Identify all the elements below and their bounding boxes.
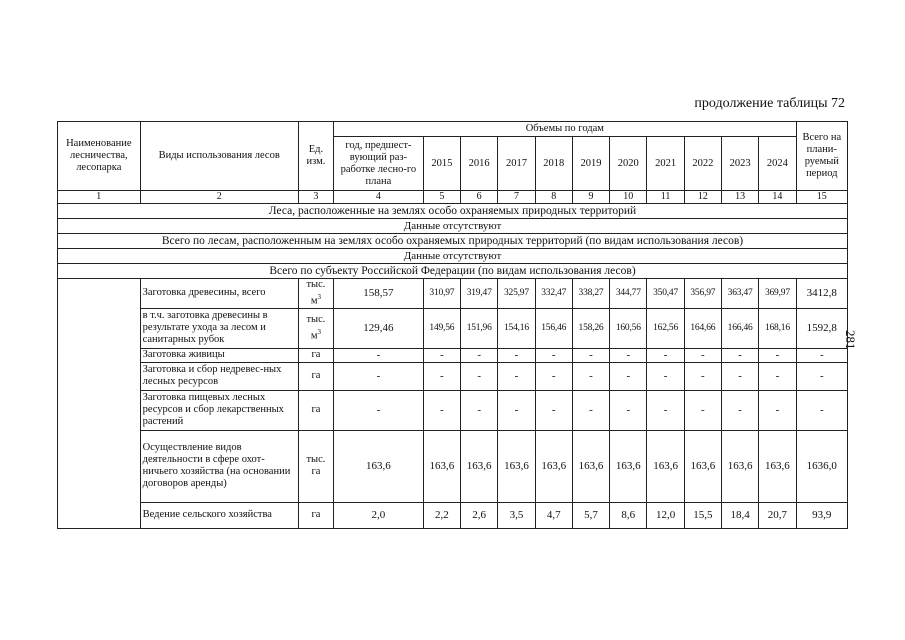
prev-year-value: -: [334, 390, 424, 430]
year-value: 356,97: [684, 279, 721, 309]
column-number: 7: [498, 191, 535, 204]
unit-cell: [298, 502, 333, 528]
year-value: -: [721, 348, 758, 362]
year-value: -: [684, 390, 721, 430]
year-value: -: [721, 362, 758, 390]
year-value: -: [759, 362, 796, 390]
use-type-cell: Заготовка и сбор недревес-ных лесных ресурсов: [140, 362, 298, 390]
year-value: 2,2: [423, 502, 460, 528]
table-row: [58, 348, 848, 362]
year-value: -: [647, 362, 684, 390]
column-number: 2: [140, 191, 298, 204]
unit-cell: [298, 390, 333, 430]
use-type-cell: Осуществление видов деятельности в сфере охот-ничьего хозяйства (на основании договоров аренды): [140, 430, 298, 502]
section-subject-total: Всего по субъекту Российской Федерации (по видам использования лесов): [58, 264, 848, 279]
prev-year-value: 129,46: [334, 308, 424, 348]
unit-text: тыс. м: [306, 279, 326, 307]
year-value: 160,56: [610, 308, 647, 348]
year-value: -: [498, 362, 535, 390]
page-number: 281: [843, 330, 858, 350]
year-value: 166,46: [721, 308, 758, 348]
year-value: -: [535, 390, 572, 430]
table-row: [58, 362, 848, 390]
year-value: 319,47: [461, 279, 498, 309]
unit-superscript: 3: [317, 327, 321, 336]
column-number: 14: [759, 191, 796, 204]
header-year: 2023: [721, 137, 758, 191]
unit-cell: [298, 279, 333, 309]
year-value: 3,5: [498, 502, 535, 528]
year-value: 8,6: [610, 502, 647, 528]
use-type-cell: Заготовка пищевых лесных ресурсов и сбор лекарственных растений: [140, 390, 298, 430]
year-value: -: [610, 390, 647, 430]
year-value: 344,77: [610, 279, 647, 309]
unit-cell: [298, 308, 333, 348]
year-value: -: [498, 348, 535, 362]
year-value: 156,46: [535, 308, 572, 348]
unit-text: га: [311, 404, 321, 415]
total-value: 1636,0: [796, 430, 847, 502]
year-value: -: [759, 348, 796, 362]
year-value: -: [610, 362, 647, 390]
year-value: -: [461, 348, 498, 362]
year-value: -: [423, 390, 460, 430]
year-value: 163,6: [721, 430, 758, 502]
year-value: 332,47: [535, 279, 572, 309]
header-forestry: Наименование лесничества, лесопарка: [58, 122, 141, 191]
year-value: 325,97: [498, 279, 535, 309]
year-value: -: [647, 390, 684, 430]
year-value: 149,56: [423, 308, 460, 348]
table-row: [58, 430, 848, 502]
header-year: 2022: [684, 137, 721, 191]
unit-text: тыс. га: [306, 454, 326, 477]
unit-text: га: [311, 370, 321, 381]
table-row: [58, 390, 848, 430]
year-value: -: [684, 348, 721, 362]
prev-year-value: 163,6: [334, 430, 424, 502]
year-value: 350,47: [647, 279, 684, 309]
header-use-types: Виды использования лесов: [140, 122, 298, 191]
total-value: 93,9: [796, 502, 847, 528]
year-value: 2,6: [461, 502, 498, 528]
year-value: -: [684, 362, 721, 390]
unit-cell: [298, 430, 333, 502]
year-value: -: [461, 362, 498, 390]
column-number: 10: [610, 191, 647, 204]
year-value: 369,97: [759, 279, 796, 309]
prev-year-value: -: [334, 362, 424, 390]
year-value: 363,47: [721, 279, 758, 309]
year-value: 168,16: [759, 308, 796, 348]
header-year: 2021: [647, 137, 684, 191]
unit-text: тыс. м: [306, 313, 326, 342]
use-type-cell: Ведение сельского хозяйства: [140, 502, 298, 528]
year-value: 154,16: [498, 308, 535, 348]
year-value: 4,7: [535, 502, 572, 528]
total-value: 1592,8: [796, 308, 847, 348]
column-number: 4: [334, 191, 424, 204]
year-value: -: [647, 348, 684, 362]
year-value: -: [610, 348, 647, 362]
no-data-label: Данные отсутствуют: [58, 219, 848, 234]
year-value: -: [535, 362, 572, 390]
unit-text: га: [311, 349, 321, 360]
header-unit: Ед. изм.: [298, 122, 333, 191]
total-value: -: [796, 390, 847, 430]
header-year: 2016: [461, 137, 498, 191]
header-year: 2017: [498, 137, 535, 191]
use-type-cell: в т.ч. заготовка древесины в результате ухода за лесом и санитарных рубок: [140, 308, 298, 348]
header-year: 2020: [610, 137, 647, 191]
header-year: 2018: [535, 137, 572, 191]
unit-cell: [298, 362, 333, 390]
header-prev-year: год, предшест-вующий раз-работке лесно-го плана: [334, 137, 424, 191]
column-number: 5: [423, 191, 460, 204]
use-type-cell: Заготовка древесины, всего: [140, 279, 298, 309]
year-value: 310,97: [423, 279, 460, 309]
year-value: 163,6: [610, 430, 647, 502]
year-value: 15,5: [684, 502, 721, 528]
year-value: -: [572, 348, 609, 362]
year-value: -: [572, 390, 609, 430]
forestry-cell: [58, 279, 141, 529]
section-protected-title: Леса, расположенные на землях особо охраняемых природных территорий: [58, 204, 848, 219]
unit-superscript: 3: [317, 293, 321, 301]
year-value: 151,96: [461, 308, 498, 348]
year-value: 163,6: [423, 430, 460, 502]
year-value: -: [572, 362, 609, 390]
prev-year-value: 158,57: [334, 279, 424, 309]
year-value: -: [535, 348, 572, 362]
no-data-label: Данные отсутствуют: [58, 249, 848, 264]
unit-cell: [298, 348, 333, 362]
table-caption: продолжение таблицы 72: [694, 96, 845, 111]
unit-text: га: [311, 509, 321, 520]
column-number: 11: [647, 191, 684, 204]
column-number: 13: [721, 191, 758, 204]
table-row: [58, 279, 848, 309]
table-row: [58, 502, 848, 528]
column-number: 6: [461, 191, 498, 204]
prev-year-value: -: [334, 348, 424, 362]
header-year: 2019: [572, 137, 609, 191]
prev-year-value: 2,0: [334, 502, 424, 528]
header-volumes-by-year: Объемы по годам: [334, 122, 797, 137]
year-value: 20,7: [759, 502, 796, 528]
column-number: 8: [535, 191, 572, 204]
year-value: 163,6: [498, 430, 535, 502]
year-value: -: [423, 362, 460, 390]
year-value: 164,66: [684, 308, 721, 348]
table-row: [58, 308, 848, 348]
header-year: 2024: [759, 137, 796, 191]
header-total: Всего на плани-руемый период: [796, 122, 847, 191]
year-value: 5,7: [572, 502, 609, 528]
year-value: -: [759, 390, 796, 430]
column-number: 9: [572, 191, 609, 204]
total-value: -: [796, 362, 847, 390]
year-value: -: [423, 348, 460, 362]
year-value: 338,27: [572, 279, 609, 309]
year-value: -: [461, 390, 498, 430]
forest-use-table: [57, 121, 848, 529]
year-value: -: [721, 390, 758, 430]
year-value: 163,6: [759, 430, 796, 502]
year-value: 163,6: [684, 430, 721, 502]
year-value: 162,56: [647, 308, 684, 348]
year-value: 158,26: [572, 308, 609, 348]
year-value: 163,6: [647, 430, 684, 502]
column-number: 3: [298, 191, 333, 204]
column-number: 12: [684, 191, 721, 204]
header-year: 2015: [423, 137, 460, 191]
year-value: 18,4: [721, 502, 758, 528]
use-type-cell: Заготовка живицы: [140, 348, 298, 362]
total-value: 3412,8: [796, 279, 847, 309]
total-value: -: [796, 348, 847, 362]
column-number: 15: [796, 191, 847, 204]
year-value: 163,6: [572, 430, 609, 502]
year-value: -: [498, 390, 535, 430]
column-number: 1: [58, 191, 141, 204]
year-value: 163,6: [461, 430, 498, 502]
section-protected-total: Всего по лесам, расположенным на землях особо охраняемых природных территорий (по видам использования лесов): [58, 234, 848, 249]
year-value: 12,0: [647, 502, 684, 528]
year-value: 163,6: [535, 430, 572, 502]
